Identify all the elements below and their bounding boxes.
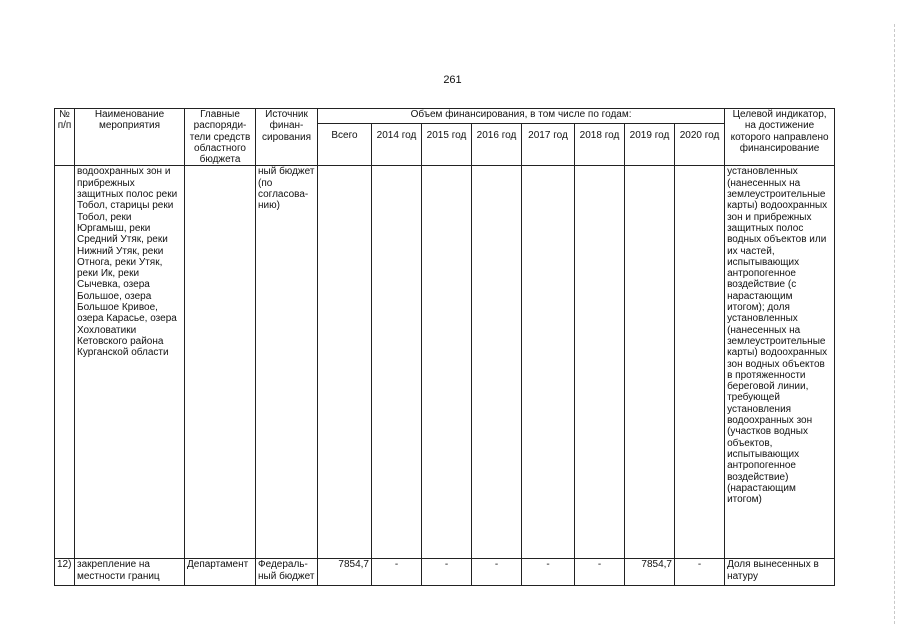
cell-year-2020 [675, 166, 725, 559]
cell-year-2019 [625, 166, 675, 559]
cell-year-2016 [472, 166, 522, 559]
header-year-2019: 2019 год [625, 124, 675, 166]
header-name: Наименование мероприятия [75, 109, 185, 166]
cell-year-2018: - [575, 559, 625, 586]
cell-year-2014: - [372, 559, 422, 586]
cell-total: 7854,7 [318, 559, 372, 586]
funding-table [54, 108, 835, 586]
cell-year-2016: - [472, 559, 522, 586]
header-year-2016: 2016 год [472, 124, 522, 166]
cell-num: 12) [55, 559, 75, 586]
cell-year-2015: - [422, 559, 472, 586]
table-row-continuation [55, 166, 835, 559]
cell-year-2019: 7854,7 [625, 559, 675, 586]
cell-year-2014 [372, 166, 422, 559]
cell-source: ный бюджет (по согласова-нию) [256, 166, 318, 559]
cell-year-2018 [575, 166, 625, 559]
cell-year-2020: - [675, 559, 725, 586]
page-edge-line [894, 24, 895, 624]
header-source: Источник финан-сирования [256, 109, 318, 166]
cell-source: Федераль-ный бюджет [256, 559, 318, 586]
cell-indicator: Доля вынесенных в натуру [725, 559, 835, 586]
cell-year-2017: - [522, 559, 575, 586]
header-year-2014: 2014 год [372, 124, 422, 166]
cell-num [55, 166, 75, 559]
header-year-2018: 2018 год [575, 124, 625, 166]
cell-total [318, 166, 372, 559]
header-year-2020: 2020 год [675, 124, 725, 166]
header-year-2015: 2015 год [422, 124, 472, 166]
cell-manager: Департамент [185, 559, 256, 586]
cell-name: водоохранных зон и прибрежных защитных полос реки Тобол, старицы реки Тобол, реки Юргамыш, реки Средний Утяк, реки Нижний Утяк, реки Отнога, реки Утяк, реки Ик, реки Сычевка, озера Большое, озера Большое Кривое, озера Карасье, озера Хохловатики Кетовского района Курганской области [75, 166, 185, 559]
header-indicator: Целевой индикатор, на достижение которого направлено финансирование [725, 109, 835, 166]
cell-year-2015 [422, 166, 472, 559]
header-funding-group: Объем финансирования, в том числе по годам: [318, 109, 725, 124]
cell-manager [185, 166, 256, 559]
header-num: № п/п [55, 109, 75, 166]
table-row-12 [55, 559, 835, 586]
header-total: Всего [318, 124, 372, 166]
header-row-1 [55, 109, 835, 124]
cell-indicator: установленных (нанесенных на землеустроительные карты) водоохранных зон и прибрежных защитных полос водных объектов или их частей, испытывающих антропогенное воздействие (с нарастающим итогом); доля установленных (нанесенных на землеустроительные карты) водоохранных зон водных объектов в протяженности береговой линии, требующей установления водоохранных зон (участков водных объектов, испытывающих антропогенное воздействие) (нарастающим итогом) [725, 166, 835, 559]
page-number: 261 [443, 74, 462, 86]
cell-year-2017 [522, 166, 575, 559]
header-managers: Главные распоряди-тели средств областного бюджета [185, 109, 256, 166]
cell-name: закрепление на местности границ [75, 559, 185, 586]
header-year-2017: 2017 год [522, 124, 575, 166]
